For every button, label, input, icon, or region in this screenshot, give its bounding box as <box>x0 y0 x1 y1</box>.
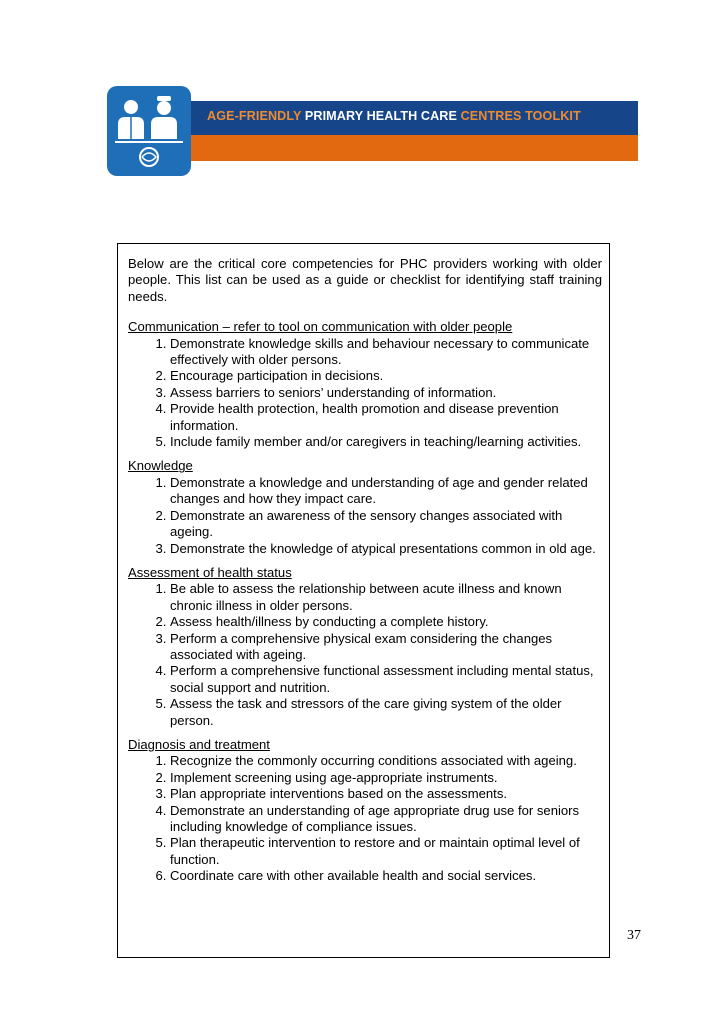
list-item: 3. Plan appropriate interventions based on the assessments. <box>170 786 602 802</box>
list-item: 3. Perform a comprehensive physical exam considering the changes associated with ageing. <box>170 631 602 664</box>
title-primary-health-care: PRIMARY HEALTH CARE <box>304 109 457 123</box>
list-item: 5. Include family member and/or caregivers in teaching/learning activities. <box>170 434 602 450</box>
list-item: 1. Recognize the commonly occurring conditions associated with ageing. <box>170 753 602 769</box>
list-item: 2. Implement screening using age-appropriate instruments. <box>170 770 602 786</box>
title-age-friendly: AGE-FRIENDLY <box>207 109 302 123</box>
section-title: Diagnosis and treatment <box>128 736 270 752</box>
list-item: 5. Assess the task and stressors of the care giving system of the older person. <box>170 696 602 729</box>
people-logo-icon <box>107 86 191 176</box>
list-item: 1. Be able to assess the relationship between acute illness and known chronic illness in older persons. <box>170 581 602 614</box>
list-item: 2. Demonstrate an awareness of the sensory changes associated with ageing. <box>170 508 602 541</box>
competencies-content <box>128 256 602 893</box>
list-item: 3. Demonstrate the knowledge of atypical presentations common in old age. <box>170 541 602 557</box>
page-number: 37 <box>627 928 641 943</box>
header-band-orange <box>191 135 638 161</box>
list-item: 5. Plan therapeutic intervention to restore and or maintain optimal level of function. <box>170 835 602 868</box>
list-item: 6. Coordinate care with other available health and social services. <box>170 868 602 884</box>
list-item: 3. Assess barriers to seniors’ understanding of information. <box>170 385 602 401</box>
toolkit-title <box>207 109 581 123</box>
list-item: 1. Demonstrate a knowledge and understanding of age and gender related changes and how they impact care. <box>170 475 602 508</box>
list-item: 4. Provide health protection, health promotion and disease prevention information. <box>170 401 602 434</box>
competency-list <box>128 475 602 557</box>
section-title: Knowledge <box>128 458 193 474</box>
list-item: 4. Perform a comprehensive functional assessment including mental status, social support and nutrition. <box>170 663 602 696</box>
competency-list <box>128 753 602 884</box>
competency-list <box>128 581 602 729</box>
section-communication <box>128 319 602 450</box>
list-item: 2. Encourage participation in decisions. <box>170 368 602 384</box>
section-diagnosis <box>128 737 602 885</box>
section-knowledge <box>128 458 602 556</box>
toolkit-logo <box>107 86 191 176</box>
section-title: Communication – refer to tool on communication with older people <box>128 319 513 335</box>
list-item: 4. Demonstrate an understanding of age appropriate drug use for seniors including knowledge of compliance issues. <box>170 803 602 836</box>
competency-list <box>128 336 602 451</box>
section-assessment <box>128 565 602 729</box>
list-item: 1. Demonstrate knowledge skills and behaviour necessary to communicate effectively with older persons. <box>170 336 602 369</box>
intro-paragraph: Below are the critical core competencies for PHC providers working with older people. This list can be used as a guide or checklist for identifying staff training needs. <box>128 256 602 304</box>
section-title: Assessment of health status <box>128 564 292 580</box>
title-centres-toolkit: CENTRES TOOLKIT <box>460 109 581 123</box>
list-item: 2. Assess health/illness by conducting a complete history. <box>170 614 602 630</box>
